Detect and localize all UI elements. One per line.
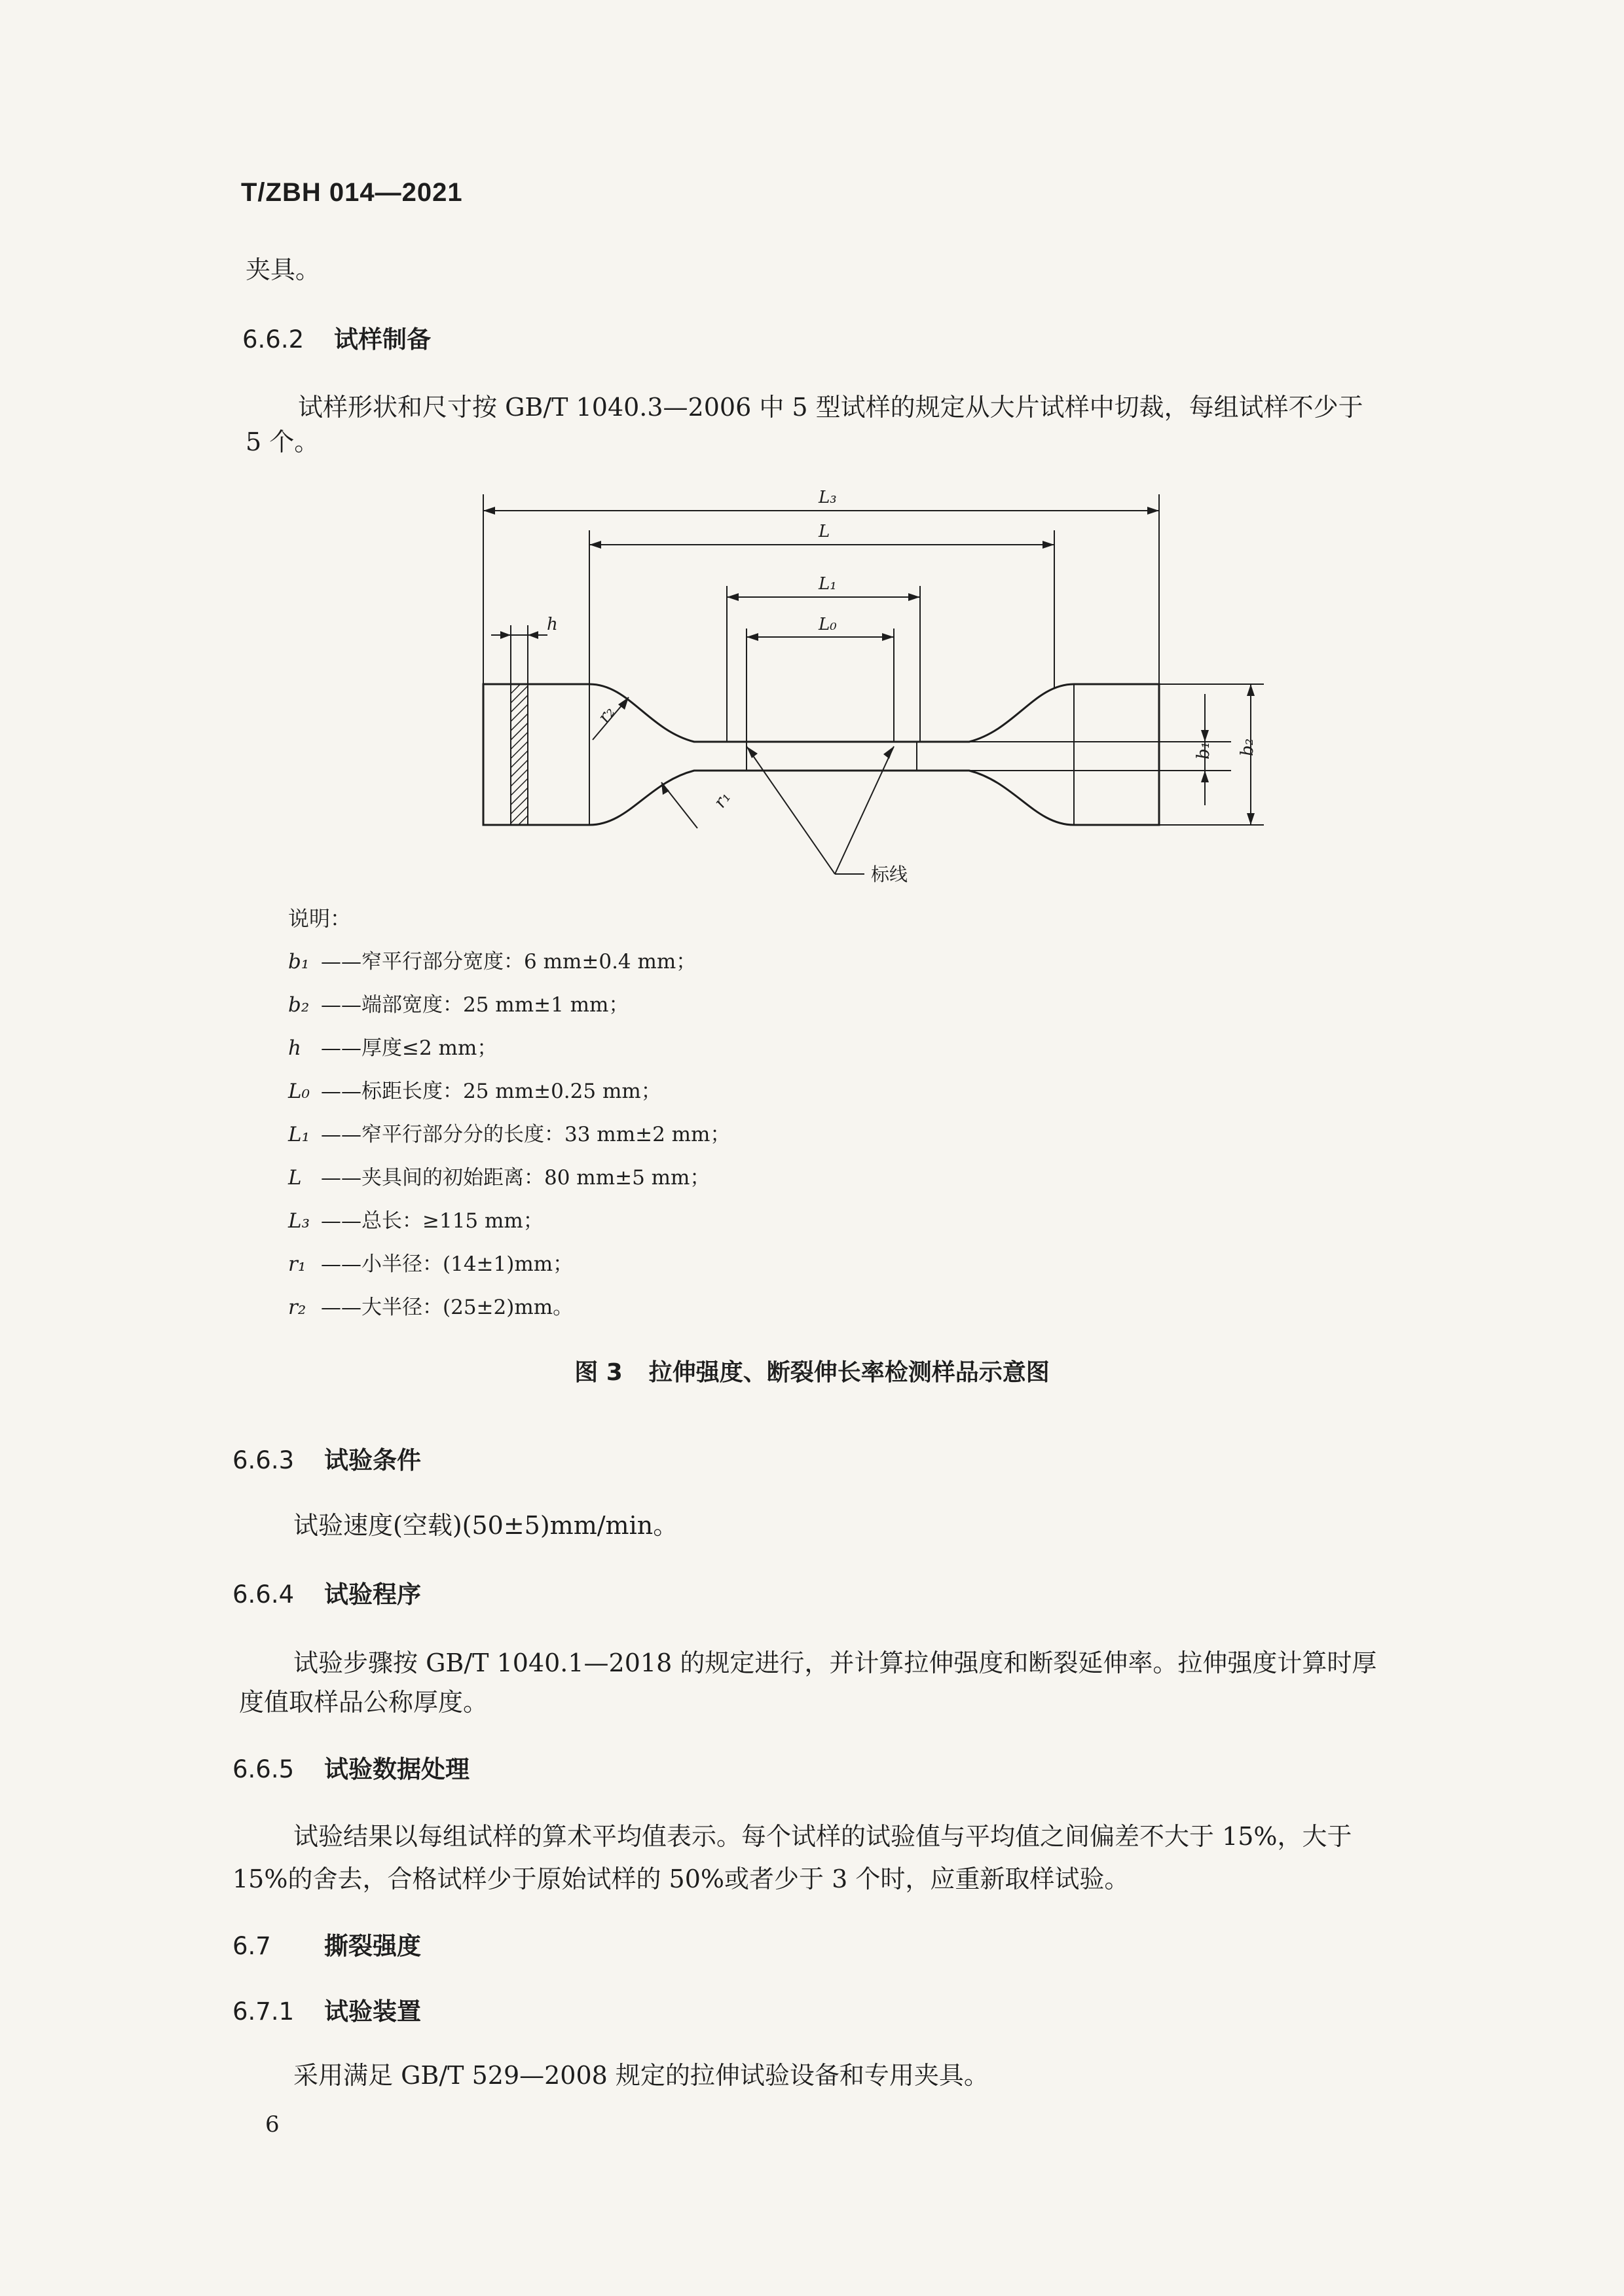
paragraph-sample-prep-line1: 试样形状和尺寸按 GB/T 1040.3—2006 中 5 型试样的规定从大片试样中切裁，每组试样不少于 <box>298 393 1363 422</box>
legend-item <box>288 1118 730 1147</box>
legend-item <box>288 1247 573 1277</box>
dim-label-b2: b₂ <box>1238 738 1257 756</box>
legend-item <box>288 1074 661 1104</box>
legend-item <box>288 988 629 1017</box>
legend-symbol: L₃ <box>288 1209 310 1233</box>
legend-symbol: b₁ <box>288 950 310 974</box>
page-number: 6 <box>265 2111 280 2138</box>
paragraph-fixture: 夹具。 <box>246 255 321 284</box>
section-title: 试验条件 <box>324 1446 421 1474</box>
legend-text: ——窄平行部分宽度：6 mm±0.4 mm； <box>321 950 697 974</box>
dim-label-r2: r₂ <box>594 702 619 727</box>
legend-text: ——标距长度：25 mm±0.25 mm； <box>321 1080 661 1103</box>
section-6-7-heading <box>232 1926 421 1961</box>
legend-text: ——窄平行部分分的长度：33 mm±2 mm； <box>321 1123 731 1146</box>
gauge-mark-label: 标线 <box>871 864 908 885</box>
section-6-6-3-heading <box>232 1440 421 1476</box>
dim-label-h: h <box>547 615 558 634</box>
section-number: 6.6.5 <box>232 1755 295 1783</box>
section-number: 6.6.4 <box>232 1580 295 1609</box>
figure-title: 拉伸强度、断裂伸长率检测样品示意图 <box>648 1359 1050 1386</box>
legend-item <box>288 1204 544 1233</box>
section-6-6-4-heading <box>232 1575 421 1610</box>
paragraph-sample-prep-line2: 5 个。 <box>246 428 320 456</box>
figure-caption <box>0 1354 1624 1387</box>
thickness-hatch <box>511 684 528 825</box>
legend-text: ——端部宽度：25 mm±1 mm； <box>321 993 629 1017</box>
legend-symbol: L <box>288 1166 302 1190</box>
section-title: 试样制备 <box>334 325 431 354</box>
section-title: 试验装置 <box>324 1997 421 2026</box>
legend-symbol: b₂ <box>288 993 310 1017</box>
document-id: T/ZBH 014—2021 <box>241 178 463 207</box>
paragraph-procedure-line2: 度值取样品公称厚度。 <box>239 1688 489 1717</box>
paragraph-device: 采用满足 GB/T 529—2008 规定的拉伸试验设备和专用夹具。 <box>293 2061 989 2090</box>
legend-title: 说明： <box>288 906 352 931</box>
legend-symbol: r₂ <box>288 1296 306 1319</box>
dim-label-r1: r₁ <box>710 788 735 812</box>
figure-number: 图 3 <box>574 1359 623 1386</box>
section-number: 6.7 <box>232 1932 271 1960</box>
legend-item <box>288 1161 710 1190</box>
legend-symbol: L₁ <box>288 1123 310 1146</box>
section-6-6-2-heading <box>242 319 431 355</box>
section-number: 6.6.2 <box>242 325 304 354</box>
legend-symbol: L₀ <box>288 1080 310 1103</box>
section-6-6-5-heading <box>232 1749 470 1785</box>
specimen-outline <box>483 684 1159 825</box>
dim-label-L3: L₃ <box>819 488 837 507</box>
section-title: 试验程序 <box>324 1580 421 1609</box>
paragraph-data-processing-line2: 15%的舍去，合格试样少于原始试样的 50%或者少于 3 个时，应重新取样试验。 <box>232 1865 1130 1893</box>
legend-text: ——小半径：(14±1)mm； <box>321 1252 574 1276</box>
paragraph-procedure-line1: 试验步骤按 GB/T 1040.1—2018 的规定进行，并计算拉伸强度和断裂延伸率。拉伸强度计算时厚 <box>293 1649 1377 1677</box>
legend-text: ——夹具间的初始距离：80 mm±5 mm； <box>321 1166 710 1190</box>
section-title: 撕裂强度 <box>324 1932 421 1960</box>
legend-text: ——大半径：(25±2)mm。 <box>321 1296 574 1319</box>
legend-item <box>288 1290 573 1320</box>
legend-symbol: r₁ <box>288 1252 306 1276</box>
section-number: 6.6.3 <box>232 1446 295 1474</box>
section-6-7-1-heading <box>232 1992 421 2027</box>
dim-label-b1: b₁ <box>1194 741 1213 759</box>
legend-text: ——总长：≥115 mm； <box>321 1209 544 1233</box>
section-title: 试验数据处理 <box>324 1755 470 1783</box>
legend-text: ——厚度≤2 mm； <box>321 1036 498 1060</box>
dim-label-L: L <box>819 522 830 541</box>
dim-label-L0: L₀ <box>819 615 837 634</box>
legend-item <box>288 1031 497 1061</box>
paragraph-conditions: 试验速度(空载)(50±5)mm/min。 <box>293 1511 678 1540</box>
dim-label-L1: L₁ <box>819 574 837 594</box>
section-number: 6.7.1 <box>232 1997 295 2026</box>
specimen-diagram <box>458 484 1297 890</box>
legend-item <box>288 945 696 974</box>
paragraph-data-processing-line1: 试验结果以每组试样的算术平均值表示。每个试样的试验值与平均值之间偏差不大于 15%，大于 <box>293 1822 1352 1851</box>
legend-symbol: h <box>288 1036 301 1060</box>
